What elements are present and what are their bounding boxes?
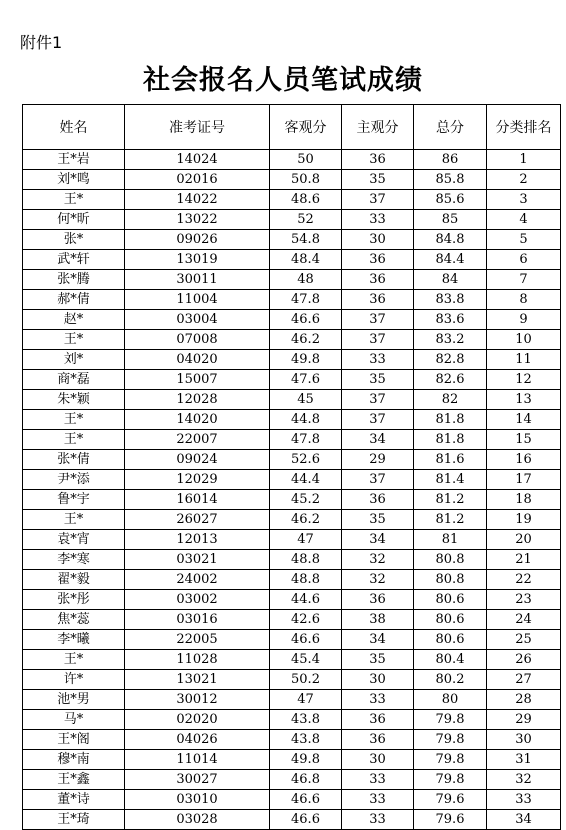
cell-objective-score: 45.4 xyxy=(270,650,342,670)
cell-name: 王* xyxy=(23,190,125,210)
table-row xyxy=(23,230,561,250)
cell-category-rank: 11 xyxy=(487,350,561,370)
cell-exam-id: 30027 xyxy=(125,770,270,790)
cell-subjective-score: 37 xyxy=(342,330,414,350)
cell-total-score: 84.4 xyxy=(414,250,487,270)
cell-exam-id: 03004 xyxy=(125,310,270,330)
cell-objective-score: 42.6 xyxy=(270,610,342,630)
cell-category-rank: 13 xyxy=(487,390,561,410)
table-row xyxy=(23,670,561,690)
cell-category-rank: 9 xyxy=(487,310,561,330)
cell-name: 王* xyxy=(23,410,125,430)
cell-total-score: 80.8 xyxy=(414,570,487,590)
cell-exam-id: 22005 xyxy=(125,630,270,650)
cell-exam-id: 22007 xyxy=(125,430,270,450)
cell-category-rank: 14 xyxy=(487,410,561,430)
cell-exam-id: 02016 xyxy=(125,170,270,190)
cell-category-rank: 18 xyxy=(487,490,561,510)
cell-exam-id: 11004 xyxy=(125,290,270,310)
cell-name: 朱*颖 xyxy=(23,390,125,410)
cell-name: 武*轩 xyxy=(23,250,125,270)
cell-subjective-score: 37 xyxy=(342,410,414,430)
cell-name: 郝*倩 xyxy=(23,290,125,310)
cell-name: 王* xyxy=(23,330,125,350)
cell-total-score: 83.6 xyxy=(414,310,487,330)
cell-exam-id: 09026 xyxy=(125,230,270,250)
cell-subjective-score: 35 xyxy=(342,370,414,390)
cell-objective-score: 48.6 xyxy=(270,190,342,210)
cell-exam-id: 14020 xyxy=(125,410,270,430)
cell-total-score: 81.2 xyxy=(414,510,487,530)
cell-total-score: 82.6 xyxy=(414,370,487,390)
cell-name: 池*男 xyxy=(23,690,125,710)
cell-subjective-score: 32 xyxy=(342,570,414,590)
cell-total-score: 82.8 xyxy=(414,350,487,370)
cell-category-rank: 4 xyxy=(487,210,561,230)
table-row xyxy=(23,330,561,350)
cell-total-score: 80.6 xyxy=(414,610,487,630)
cell-objective-score: 49.8 xyxy=(270,750,342,770)
header-objective-score: 客观分 xyxy=(270,105,342,150)
cell-name: 王*鑫 xyxy=(23,770,125,790)
table-row xyxy=(23,690,561,710)
table-row xyxy=(23,190,561,210)
cell-exam-id: 04020 xyxy=(125,350,270,370)
cell-subjective-score: 37 xyxy=(342,190,414,210)
cell-name: 王* xyxy=(23,650,125,670)
table-row xyxy=(23,630,561,650)
table-row xyxy=(23,650,561,670)
cell-name: 张*彤 xyxy=(23,590,125,610)
cell-subjective-score: 36 xyxy=(342,290,414,310)
cell-name: 王* xyxy=(23,510,125,530)
table-row xyxy=(23,350,561,370)
table-row xyxy=(23,410,561,430)
cell-exam-id: 09024 xyxy=(125,450,270,470)
cell-objective-score: 50.2 xyxy=(270,670,342,690)
cell-objective-score: 48 xyxy=(270,270,342,290)
cell-subjective-score: 33 xyxy=(342,770,414,790)
cell-category-rank: 23 xyxy=(487,590,561,610)
cell-objective-score: 46.6 xyxy=(270,790,342,810)
cell-total-score: 80 xyxy=(414,690,487,710)
cell-total-score: 86 xyxy=(414,150,487,170)
table-row xyxy=(23,750,561,770)
cell-total-score: 80.2 xyxy=(414,670,487,690)
header-subjective-score: 主观分 xyxy=(342,105,414,150)
header-exam-id: 准考证号 xyxy=(125,105,270,150)
table-body xyxy=(23,150,561,830)
cell-objective-score: 46.6 xyxy=(270,810,342,830)
table-row xyxy=(23,570,561,590)
cell-category-rank: 22 xyxy=(487,570,561,590)
cell-subjective-score: 37 xyxy=(342,390,414,410)
cell-category-rank: 27 xyxy=(487,670,561,690)
scores-table xyxy=(22,104,561,830)
cell-total-score: 80.8 xyxy=(414,550,487,570)
cell-total-score: 85.6 xyxy=(414,190,487,210)
cell-total-score: 81.4 xyxy=(414,470,487,490)
cell-objective-score: 47 xyxy=(270,690,342,710)
table-row xyxy=(23,810,561,830)
cell-objective-score: 48.8 xyxy=(270,550,342,570)
cell-exam-id: 12029 xyxy=(125,470,270,490)
cell-category-rank: 19 xyxy=(487,510,561,530)
cell-name: 王*阁 xyxy=(23,730,125,750)
cell-subjective-score: 36 xyxy=(342,270,414,290)
table-row xyxy=(23,790,561,810)
cell-objective-score: 48.8 xyxy=(270,570,342,590)
cell-category-rank: 5 xyxy=(487,230,561,250)
cell-name: 许* xyxy=(23,670,125,690)
cell-name: 刘*鸣 xyxy=(23,170,125,190)
cell-subjective-score: 35 xyxy=(342,510,414,530)
cell-category-rank: 33 xyxy=(487,790,561,810)
cell-name: 张*倩 xyxy=(23,450,125,470)
cell-total-score: 81.8 xyxy=(414,410,487,430)
cell-subjective-score: 37 xyxy=(342,470,414,490)
table-row xyxy=(23,290,561,310)
cell-subjective-score: 36 xyxy=(342,250,414,270)
cell-total-score: 84.8 xyxy=(414,230,487,250)
cell-exam-id: 12028 xyxy=(125,390,270,410)
table-row xyxy=(23,470,561,490)
cell-category-rank: 2 xyxy=(487,170,561,190)
page-title: 社会报名人员笔试成绩 xyxy=(143,65,423,96)
cell-total-score: 84 xyxy=(414,270,487,290)
table-row xyxy=(23,450,561,470)
cell-exam-id: 14024 xyxy=(125,150,270,170)
table-row xyxy=(23,510,561,530)
cell-subjective-score: 33 xyxy=(342,210,414,230)
cell-name: 袁*宵 xyxy=(23,530,125,550)
cell-objective-score: 48.4 xyxy=(270,250,342,270)
table-row xyxy=(23,270,561,290)
cell-total-score: 81.2 xyxy=(414,490,487,510)
cell-category-rank: 32 xyxy=(487,770,561,790)
cell-subjective-score: 33 xyxy=(342,790,414,810)
cell-subjective-score: 35 xyxy=(342,650,414,670)
cell-category-rank: 29 xyxy=(487,710,561,730)
cell-exam-id: 13022 xyxy=(125,210,270,230)
cell-exam-id: 13021 xyxy=(125,670,270,690)
cell-total-score: 80.6 xyxy=(414,590,487,610)
cell-subjective-score: 32 xyxy=(342,550,414,570)
cell-exam-id: 03010 xyxy=(125,790,270,810)
cell-total-score: 79.8 xyxy=(414,770,487,790)
cell-subjective-score: 34 xyxy=(342,430,414,450)
cell-objective-score: 47.8 xyxy=(270,430,342,450)
cell-exam-id: 11014 xyxy=(125,750,270,770)
cell-category-rank: 26 xyxy=(487,650,561,670)
cell-objective-score: 46.6 xyxy=(270,630,342,650)
cell-exam-id: 26027 xyxy=(125,510,270,530)
cell-total-score: 80.6 xyxy=(414,630,487,650)
cell-total-score: 79.8 xyxy=(414,710,487,730)
table-row xyxy=(23,610,561,630)
cell-objective-score: 46.2 xyxy=(270,510,342,530)
cell-exam-id: 16014 xyxy=(125,490,270,510)
cell-total-score: 79.6 xyxy=(414,790,487,810)
cell-subjective-score: 36 xyxy=(342,490,414,510)
cell-exam-id: 03028 xyxy=(125,810,270,830)
cell-total-score: 81.6 xyxy=(414,450,487,470)
cell-category-rank: 8 xyxy=(487,290,561,310)
cell-name: 尹*添 xyxy=(23,470,125,490)
cell-exam-id: 15007 xyxy=(125,370,270,390)
cell-name: 马* xyxy=(23,710,125,730)
cell-category-rank: 12 xyxy=(487,370,561,390)
cell-objective-score: 47.6 xyxy=(270,370,342,390)
cell-objective-score: 43.8 xyxy=(270,730,342,750)
cell-category-rank: 25 xyxy=(487,630,561,650)
cell-exam-id: 03016 xyxy=(125,610,270,630)
cell-total-score: 83.2 xyxy=(414,330,487,350)
cell-subjective-score: 35 xyxy=(342,170,414,190)
cell-category-rank: 16 xyxy=(487,450,561,470)
cell-objective-score: 50 xyxy=(270,150,342,170)
header-category-rank: 分类排名 xyxy=(487,105,561,150)
cell-category-rank: 21 xyxy=(487,550,561,570)
table-row xyxy=(23,210,561,230)
cell-name: 董*诗 xyxy=(23,790,125,810)
cell-exam-id: 12013 xyxy=(125,530,270,550)
cell-objective-score: 43.8 xyxy=(270,710,342,730)
table-row xyxy=(23,490,561,510)
cell-total-score: 79.8 xyxy=(414,750,487,770)
cell-objective-score: 52 xyxy=(270,210,342,230)
cell-name: 张* xyxy=(23,230,125,250)
table-row xyxy=(23,170,561,190)
cell-category-rank: 30 xyxy=(487,730,561,750)
cell-objective-score: 49.8 xyxy=(270,350,342,370)
cell-category-rank: 24 xyxy=(487,610,561,630)
cell-subjective-score: 30 xyxy=(342,230,414,250)
cell-name: 翟*毅 xyxy=(23,570,125,590)
table-row xyxy=(23,550,561,570)
cell-name: 商*磊 xyxy=(23,370,125,390)
cell-exam-id: 30011 xyxy=(125,270,270,290)
cell-objective-score: 47 xyxy=(270,530,342,550)
cell-total-score: 83.8 xyxy=(414,290,487,310)
cell-objective-score: 46.6 xyxy=(270,310,342,330)
cell-subjective-score: 34 xyxy=(342,630,414,650)
cell-category-rank: 7 xyxy=(487,270,561,290)
header-total-score: 总分 xyxy=(414,105,487,150)
table-row xyxy=(23,530,561,550)
cell-total-score: 80.4 xyxy=(414,650,487,670)
cell-total-score: 85.8 xyxy=(414,170,487,190)
cell-total-score: 81 xyxy=(414,530,487,550)
cell-name: 王* xyxy=(23,430,125,450)
cell-exam-id: 03021 xyxy=(125,550,270,570)
cell-name: 鲁*宇 xyxy=(23,490,125,510)
table-header-row xyxy=(23,105,561,150)
cell-objective-score: 50.8 xyxy=(270,170,342,190)
table-row xyxy=(23,770,561,790)
cell-exam-id: 11028 xyxy=(125,650,270,670)
cell-exam-id: 14022 xyxy=(125,190,270,210)
cell-objective-score: 46.8 xyxy=(270,770,342,790)
attachment-label: 附件1 xyxy=(20,33,63,52)
cell-name: 王*琦 xyxy=(23,810,125,830)
cell-total-score: 81.8 xyxy=(414,430,487,450)
cell-name: 何*昕 xyxy=(23,210,125,230)
table-row xyxy=(23,730,561,750)
cell-exam-id: 07008 xyxy=(125,330,270,350)
cell-objective-score: 46.2 xyxy=(270,330,342,350)
cell-objective-score: 47.8 xyxy=(270,290,342,310)
cell-category-rank: 10 xyxy=(487,330,561,350)
table-row xyxy=(23,150,561,170)
cell-subjective-score: 36 xyxy=(342,590,414,610)
cell-subjective-score: 33 xyxy=(342,690,414,710)
cell-subjective-score: 30 xyxy=(342,670,414,690)
cell-category-rank: 20 xyxy=(487,530,561,550)
cell-total-score: 82 xyxy=(414,390,487,410)
cell-objective-score: 52.6 xyxy=(270,450,342,470)
cell-name: 焦*蕊 xyxy=(23,610,125,630)
cell-subjective-score: 34 xyxy=(342,530,414,550)
header-name: 姓名 xyxy=(23,105,125,150)
cell-exam-id: 02020 xyxy=(125,710,270,730)
cell-exam-id: 13019 xyxy=(125,250,270,270)
table-row xyxy=(23,390,561,410)
cell-objective-score: 44.6 xyxy=(270,590,342,610)
cell-exam-id: 30012 xyxy=(125,690,270,710)
table-row xyxy=(23,310,561,330)
table-row xyxy=(23,430,561,450)
cell-name: 穆*南 xyxy=(23,750,125,770)
cell-category-rank: 34 xyxy=(487,810,561,830)
cell-category-rank: 28 xyxy=(487,690,561,710)
cell-category-rank: 15 xyxy=(487,430,561,450)
cell-total-score: 85 xyxy=(414,210,487,230)
table-row xyxy=(23,710,561,730)
cell-subjective-score: 36 xyxy=(342,730,414,750)
cell-total-score: 79.8 xyxy=(414,730,487,750)
cell-category-rank: 6 xyxy=(487,250,561,270)
cell-name: 李*寒 xyxy=(23,550,125,570)
cell-subjective-score: 37 xyxy=(342,310,414,330)
cell-subjective-score: 30 xyxy=(342,750,414,770)
cell-name: 王*岩 xyxy=(23,150,125,170)
cell-category-rank: 1 xyxy=(487,150,561,170)
cell-objective-score: 45 xyxy=(270,390,342,410)
cell-objective-score: 44.4 xyxy=(270,470,342,490)
cell-objective-score: 54.8 xyxy=(270,230,342,250)
cell-subjective-score: 33 xyxy=(342,810,414,830)
cell-subjective-score: 36 xyxy=(342,710,414,730)
cell-subjective-score: 33 xyxy=(342,350,414,370)
cell-subjective-score: 36 xyxy=(342,150,414,170)
table-row xyxy=(23,590,561,610)
cell-category-rank: 31 xyxy=(487,750,561,770)
cell-name: 刘* xyxy=(23,350,125,370)
cell-subjective-score: 29 xyxy=(342,450,414,470)
cell-exam-id: 04026 xyxy=(125,730,270,750)
cell-name: 张*腾 xyxy=(23,270,125,290)
cell-category-rank: 17 xyxy=(487,470,561,490)
cell-subjective-score: 38 xyxy=(342,610,414,630)
cell-name: 赵* xyxy=(23,310,125,330)
cell-objective-score: 44.8 xyxy=(270,410,342,430)
table-row xyxy=(23,250,561,270)
cell-exam-id: 03002 xyxy=(125,590,270,610)
cell-objective-score: 45.2 xyxy=(270,490,342,510)
table-row xyxy=(23,370,561,390)
cell-category-rank: 3 xyxy=(487,190,561,210)
cell-exam-id: 24002 xyxy=(125,570,270,590)
cell-name: 李*曦 xyxy=(23,630,125,650)
cell-total-score: 79.6 xyxy=(414,810,487,830)
